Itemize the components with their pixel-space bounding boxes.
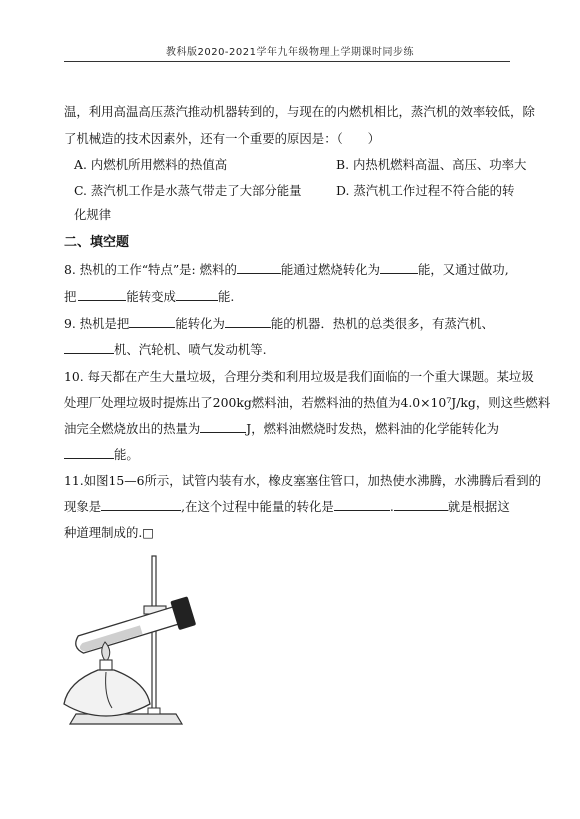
q8-line1 (64, 262, 524, 278)
q8-blank-1[interactable] (237, 262, 281, 274)
q9-blank-2[interactable] (225, 316, 271, 328)
q9-line1 (64, 316, 524, 332)
q10-text-1: 油完全燃烧放出的热量为 (64, 421, 201, 436)
q8-text-4: 把 (64, 289, 77, 304)
test-tube (72, 596, 196, 660)
q11-line1: 11.如图15—6所示，试管内装有水，橡皮塞塞住管口，加热使水沸腾，水沸腾后看到的 (64, 473, 542, 488)
q9-text-3: 能的机器．热机的总类很多，有蒸汽机、 (270, 316, 494, 331)
lamp-neck (100, 660, 112, 670)
q7-option-d: D. 蒸汽机工作过程不符合能的转 (336, 183, 515, 198)
q7-line2: 了机械造的技术因素外，还有一个重要的原因是：（ ） (64, 131, 380, 146)
q11-line3: 种道理制成的.□ (64, 525, 154, 540)
q8-text-3: 能，又通过做功, (417, 262, 509, 277)
stand-rod (152, 556, 156, 716)
q11-blank-1[interactable] (101, 499, 181, 511)
q9-blank-3[interactable] (64, 342, 114, 354)
q8-blank-3[interactable] (78, 289, 126, 301)
q8-text-5: 能转变成 (126, 289, 176, 304)
q9-text-2: 能转化为 (175, 316, 225, 331)
experiment-figure (58, 546, 208, 742)
q11-text-4: 就是根据这 (447, 499, 510, 514)
q9-blank-1[interactable] (129, 316, 175, 328)
q10-blank-1[interactable] (200, 421, 246, 433)
q11-text-1: 现象是 (64, 499, 102, 514)
q7-option-d-cont: 化规律 (74, 207, 112, 222)
q8-blank-4[interactable] (176, 289, 218, 301)
q11-text-2: ,在这个过程中能量的转化是 (181, 499, 334, 514)
q8-blank-2[interactable] (380, 262, 418, 274)
q11-text-3: . (389, 499, 394, 514)
q10-line2: 处理厂处理垃圾时提炼出了200kg燃料油，若燃料油的热值为4.0×10⁷J/kg，则这些燃料 (64, 395, 551, 410)
q7-option-c: C. 蒸汽机工作是水蒸气带走了大部分能量 (74, 183, 302, 198)
q10-line3 (64, 421, 524, 437)
q8-text-2: 能通过燃烧转化为 (280, 262, 380, 277)
q9-text-4: 机、汽轮机、喷气发动机等. (114, 342, 267, 357)
stand-foot (148, 708, 160, 714)
q11-line2 (64, 499, 524, 515)
stand-base (70, 714, 182, 724)
section-title: 二、填空题 (64, 235, 130, 250)
q7-option-a: A. 内燃机所用燃料的热值高 (74, 157, 228, 172)
header-title: 教科版2020-2021学年九年级物理上学期课时同步练 (165, 47, 414, 58)
q8-text-6: 能. (217, 289, 235, 304)
q10-line4 (64, 447, 524, 463)
q8-line2 (64, 289, 524, 305)
q11-blank-3[interactable] (394, 499, 448, 511)
q7-option-b: B. 内热机燃料高温、高压、功率大 (336, 157, 527, 172)
q10-text-3: 能。 (114, 447, 139, 462)
q10-text-2: J，燃料油燃烧时发热，燃料油的化学能转化为 (246, 421, 500, 436)
q10-line1: 10. 每天都在产生大量垃圾，合理分类和利用垃圾是我们面临的一个重大课题。某垃圾 (64, 369, 534, 384)
q9-line2 (64, 342, 524, 358)
header-rule (64, 61, 510, 62)
q8-text-1: 8. 热机的工作“特点”是: 燃料的 (64, 262, 237, 277)
q11-blank-2[interactable] (334, 499, 390, 511)
q7-line1: 温，利用高温高压蒸汽推动机器转到的，与现在的内燃机相比，蒸汽机的效率较低，除 (64, 104, 535, 119)
q10-blank-2[interactable] (64, 447, 114, 459)
q9-text-1: 9. 热机是把 (64, 316, 130, 331)
